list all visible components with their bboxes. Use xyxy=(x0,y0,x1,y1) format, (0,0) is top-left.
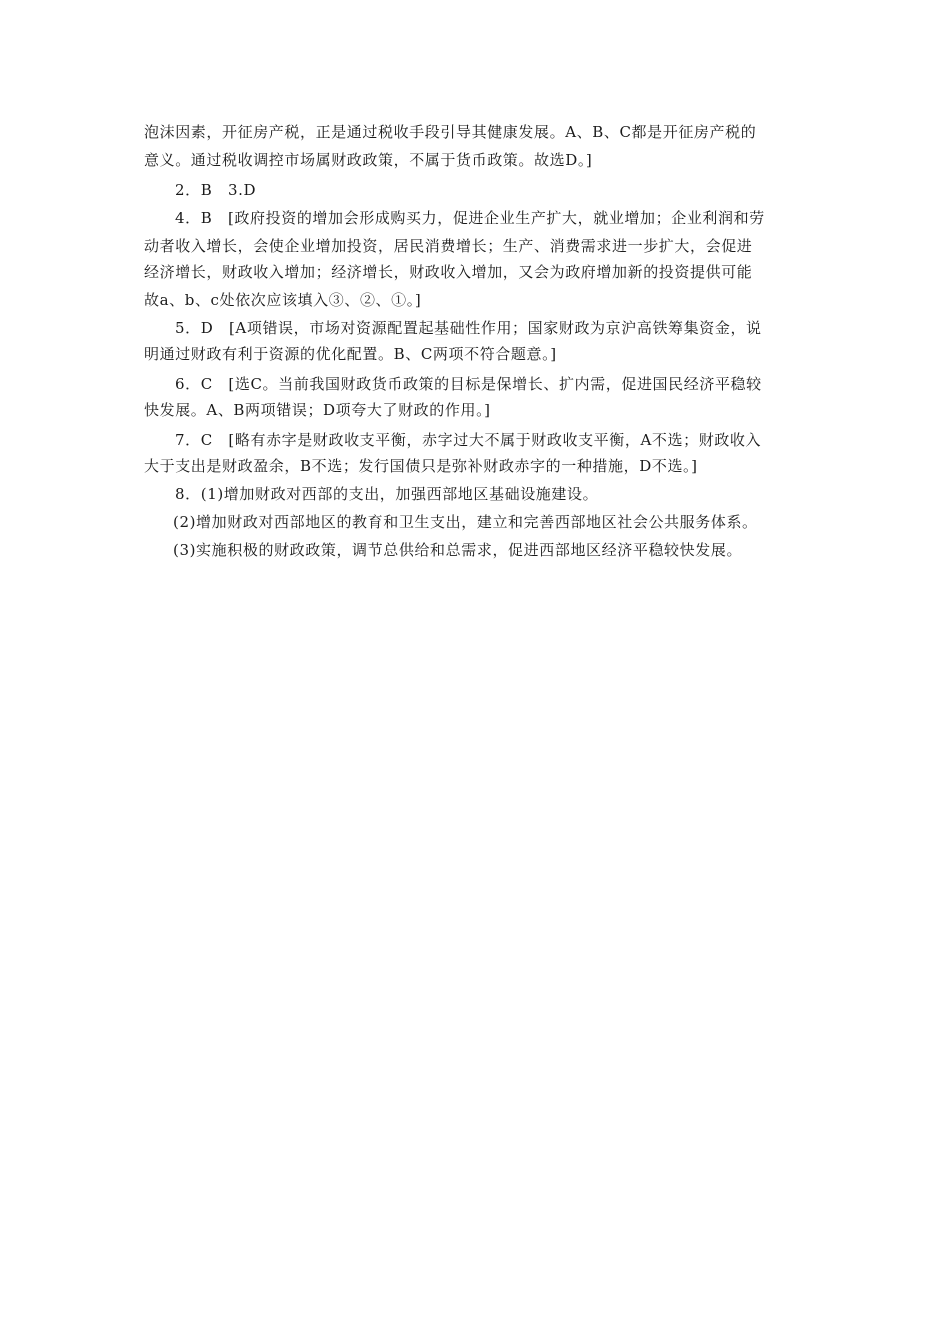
text-line: 经济增长，财政收入增加；经济增长，财政收入增加，又会为政府增加新的投资提供可能 xyxy=(144,263,753,281)
text-line: 动者收入增长，会使企业增加投资，居民消费增长；生产、消费需求进一步扩大，会促进 xyxy=(144,237,753,255)
text-line: 8．(1)增加财政对西部的支出，加强西部地区基础设施建设。 xyxy=(175,485,599,503)
text-line: 明通过财政有利于资源的优化配置。B、C两项不符合题意。] xyxy=(144,345,557,363)
text-line: 7．C [略有赤字是财政收支平衡，赤字过大不属于财政收支平衡，A不选；财政收入 xyxy=(175,431,762,449)
text-line: 快发展。A、B两项错误；D项夸大了财政的作用。] xyxy=(144,401,491,419)
text-line: 5．D [A项错误，市场对资源配置起基础性作用；国家财政为京沪高铁筹集资金，说 xyxy=(175,319,762,337)
text-line: 泡沫因素，开征房产税，正是通过税收手段引导其健康发展。A、B、C都是开征房产税的 xyxy=(144,123,757,141)
text-line: (2)增加财政对西部地区的教育和卫生支出，建立和完善西部地区社会公共服务体系。 xyxy=(173,513,758,531)
text-line: 4．B [政府投资的增加会形成购买力，促进企业生产扩大，就业增加；企业利润和劳 xyxy=(175,209,765,227)
text-line: 6．C [选C。当前我国财政货币政策的目标是保增长、扩内需，促进国民经济平稳较 xyxy=(175,375,762,393)
text-line: (3)实施积极的财政政策，调节总供给和总需求，促进西部地区经济平稳较快发展。 xyxy=(173,541,743,559)
text-line: 大于支出是财政盈余，B不选；发行国债只是弥补财政赤字的一种措施，D不选。] xyxy=(144,457,698,475)
text-line: 意义。通过税收调控市场属财政政策，不属于货币政策。故选D。] xyxy=(144,151,593,169)
text-line: 2．B 3.D xyxy=(175,181,257,199)
text-line: 故a、b、c处依次应该填入③、②、①。] xyxy=(144,291,422,309)
